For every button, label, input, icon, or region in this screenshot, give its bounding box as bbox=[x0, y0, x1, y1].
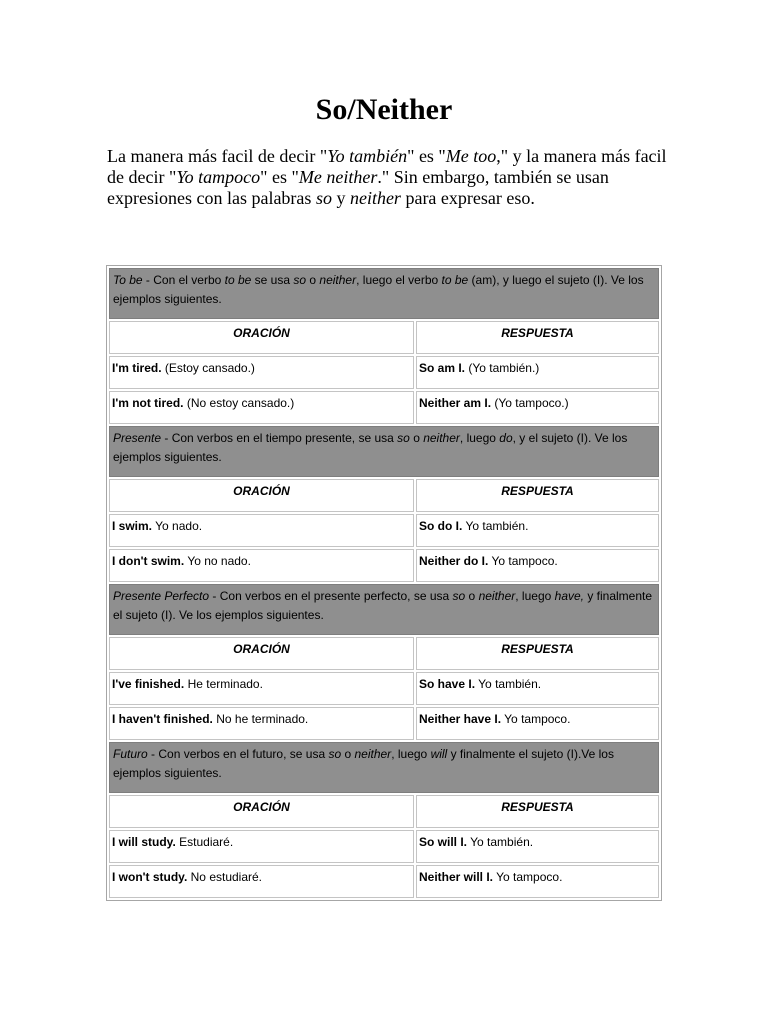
spanish-translation: (No estoy cansado.) bbox=[186, 396, 295, 410]
oracion-cell bbox=[109, 356, 414, 389]
intro-text: ." Sin embargo, también se usan expresiones con las palabras bbox=[107, 167, 609, 208]
column-header-respuesta: RESPUESTA bbox=[416, 479, 659, 512]
english-sentence: I won't study. bbox=[112, 870, 188, 884]
example-row bbox=[109, 514, 659, 547]
section-term: will bbox=[430, 747, 448, 761]
section-text: - Con el verbo bbox=[142, 273, 225, 287]
column-header-respuesta: RESPUESTA bbox=[416, 637, 659, 670]
respuesta-cell bbox=[416, 356, 659, 389]
intro-term: Me neither bbox=[298, 167, 378, 187]
english-sentence: So have I. bbox=[419, 677, 476, 691]
section-text: , luego bbox=[459, 431, 500, 445]
spanish-translation: No he terminado. bbox=[216, 712, 309, 726]
column-header-respuesta: RESPUESTA bbox=[416, 795, 659, 828]
section-header-futuro bbox=[109, 742, 659, 793]
example-row bbox=[109, 549, 659, 582]
intro-text: " es " bbox=[407, 146, 446, 166]
section-header-row bbox=[109, 584, 659, 635]
column-header-oracion: ORACIÓN bbox=[109, 637, 414, 670]
column-header-row bbox=[109, 795, 659, 828]
spanish-translation: (Yo también.) bbox=[468, 361, 540, 375]
respuesta-cell bbox=[416, 672, 659, 705]
english-sentence: Neither do I. bbox=[419, 554, 489, 568]
section-term: Presente bbox=[113, 431, 162, 445]
spanish-translation: Yo tampoco. bbox=[496, 870, 563, 884]
example-row bbox=[109, 391, 659, 424]
intro-text: ," y la manera más facil de decir " bbox=[107, 146, 667, 187]
respuesta-cell bbox=[416, 514, 659, 547]
section-text: o bbox=[409, 431, 424, 445]
section-text: y finalmente el sujeto (I).Ve los ejemplos siguientes. bbox=[113, 747, 614, 780]
section-term: neither bbox=[478, 589, 516, 603]
respuesta-cell bbox=[416, 865, 659, 898]
intro-term: so bbox=[315, 188, 332, 208]
section-term: Presente Perfecto bbox=[113, 589, 210, 603]
section-term: do bbox=[499, 431, 513, 445]
english-sentence: I swim. bbox=[112, 519, 153, 533]
english-sentence: Neither will I. bbox=[419, 870, 494, 884]
section-text: (am), y luego el sujeto (I). Ve los ejemplos siguientes. bbox=[113, 273, 644, 306]
english-sentence: So will I. bbox=[419, 835, 468, 849]
spanish-translation: Yo también. bbox=[478, 677, 542, 691]
english-sentence: I haven't finished. bbox=[112, 712, 213, 726]
oracion-cell bbox=[109, 672, 414, 705]
examples-table bbox=[106, 265, 662, 901]
oracion-cell bbox=[109, 830, 414, 863]
section-text: o bbox=[465, 589, 479, 603]
section-text: - Con verbos en el futuro, se usa bbox=[147, 747, 329, 761]
spanish-translation: No estudiaré. bbox=[190, 870, 263, 884]
intro-text: para expresar eso. bbox=[400, 188, 535, 208]
section-term: To be bbox=[113, 273, 143, 287]
section-text: , luego el verbo bbox=[356, 273, 442, 287]
section-header-row bbox=[109, 268, 659, 319]
spanish-translation: (Estoy cansado.) bbox=[164, 361, 255, 375]
column-header-oracion: ORACIÓN bbox=[109, 479, 414, 512]
section-term: to be bbox=[441, 273, 469, 287]
section-term: so bbox=[293, 273, 307, 287]
column-header-oracion: ORACIÓN bbox=[109, 795, 414, 828]
oracion-cell bbox=[109, 865, 414, 898]
respuesta-cell bbox=[416, 830, 659, 863]
intro-term: neither bbox=[349, 188, 401, 208]
intro-term: Yo también bbox=[327, 146, 408, 166]
intro-term: Me too bbox=[445, 146, 497, 166]
intro-text: La manera más facil de decir " bbox=[107, 146, 328, 166]
section-text: se usa bbox=[251, 273, 294, 287]
section-term: so bbox=[452, 589, 466, 603]
section-term: so bbox=[328, 747, 342, 761]
column-header-row bbox=[109, 637, 659, 670]
english-sentence: I'm not tired. bbox=[112, 396, 184, 410]
spanish-translation: Yo tampoco. bbox=[491, 554, 558, 568]
english-sentence: Neither am I. bbox=[419, 396, 492, 410]
example-row bbox=[109, 356, 659, 389]
section-header-row bbox=[109, 742, 659, 793]
oracion-cell bbox=[109, 707, 414, 740]
section-term: neither bbox=[423, 431, 460, 445]
section-term: neither bbox=[354, 747, 392, 761]
section-text: , luego bbox=[391, 747, 431, 761]
respuesta-cell bbox=[416, 707, 659, 740]
section-term: so bbox=[397, 431, 410, 445]
page-title: So/Neither bbox=[315, 93, 453, 126]
example-row bbox=[109, 707, 659, 740]
english-sentence: I'm tired. bbox=[112, 361, 162, 375]
spanish-translation: Yo también. bbox=[465, 519, 529, 533]
section-text: , luego bbox=[515, 589, 555, 603]
spanish-translation: He terminado. bbox=[187, 677, 263, 691]
section-text: o bbox=[306, 273, 320, 287]
english-sentence: I will study. bbox=[112, 835, 176, 849]
spanish-translation: Estudiaré. bbox=[179, 835, 234, 849]
respuesta-cell bbox=[416, 391, 659, 424]
intro-text: y bbox=[331, 188, 350, 208]
column-header-row bbox=[109, 479, 659, 512]
english-sentence: Neither have I. bbox=[419, 712, 502, 726]
section-term: to be bbox=[224, 273, 252, 287]
section-term: neither bbox=[319, 273, 357, 287]
english-sentence: So do I. bbox=[419, 519, 463, 533]
english-sentence: I don't swim. bbox=[112, 554, 185, 568]
section-text: - Con verbos en el presente perfecto, se usa bbox=[209, 589, 453, 603]
oracion-cell bbox=[109, 391, 414, 424]
example-row bbox=[109, 830, 659, 863]
section-text: , y el sujeto (I). Ve los ejemplos siguientes. bbox=[113, 431, 628, 464]
intro-text: " es " bbox=[260, 167, 299, 187]
section-text: - Con verbos en el tiempo presente, se usa bbox=[161, 431, 398, 445]
english-sentence: I've finished. bbox=[112, 677, 185, 691]
spanish-translation: Yo tampoco. bbox=[504, 712, 571, 726]
spanish-translation: (Yo tampoco.) bbox=[494, 396, 569, 410]
english-sentence: So am I. bbox=[419, 361, 466, 375]
spanish-translation: Yo nado. bbox=[155, 519, 203, 533]
intro-paragraph bbox=[107, 146, 677, 209]
section-text: o bbox=[341, 747, 355, 761]
section-term: have, bbox=[554, 589, 584, 603]
section-term: Futuro bbox=[113, 747, 148, 761]
respuesta-cell bbox=[416, 549, 659, 582]
example-row bbox=[109, 672, 659, 705]
section-text: y finalmente el sujeto (I). Ve los ejemplos siguientes. bbox=[113, 589, 653, 622]
section-header-presente bbox=[109, 426, 659, 477]
example-row bbox=[109, 865, 659, 898]
column-header-oracion: ORACIÓN bbox=[109, 321, 414, 354]
oracion-cell bbox=[109, 549, 414, 582]
section-header-row bbox=[109, 426, 659, 477]
oracion-cell bbox=[109, 514, 414, 547]
spanish-translation: Yo no nado. bbox=[187, 554, 251, 568]
section-header-presente-perfecto bbox=[109, 584, 659, 635]
spanish-translation: Yo también. bbox=[470, 835, 534, 849]
intro-term: Yo tampoco bbox=[176, 167, 261, 187]
column-header-row bbox=[109, 321, 659, 354]
section-header-to-be bbox=[109, 268, 659, 319]
column-header-respuesta: RESPUESTA bbox=[416, 321, 659, 354]
